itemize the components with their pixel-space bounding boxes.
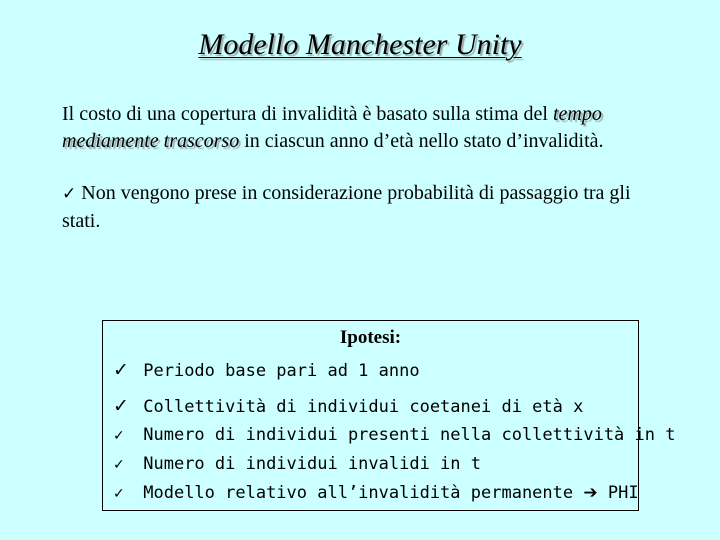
hypothesis-item [113, 483, 639, 503]
slide-title: Modello Manchester Unity [198, 28, 522, 61]
checkmark-icon: ✓ [113, 428, 125, 444]
hypothesis-item [113, 395, 583, 417]
hypothesis-item [113, 454, 481, 474]
intro-text-after: in ciascun anno d’età nello stato d’invalidità. [239, 130, 604, 152]
note-paragraph [62, 180, 672, 235]
note-text: Non vengono prese in considerazione probabilità di passaggio tra gli stati. [62, 182, 631, 232]
hypothesis-text: Numero di individui presenti nella collettività in t [143, 425, 676, 445]
hypothesis-item [113, 359, 420, 381]
hypothesis-text: Collettività di individui coetanei di età x [143, 397, 584, 417]
checkmark-icon: ✓ [62, 184, 77, 204]
intro-text-before: Il costo di una copertura di invalidità è basato sulla stima del [62, 103, 553, 125]
intro-emphasis: tempo mediamente trascorso [62, 103, 602, 152]
checkmark-icon: ✓ [113, 486, 125, 502]
checkmark-icon: ✓ [113, 359, 129, 381]
hypothesis-item [113, 425, 675, 445]
hypothesis-text: Numero di individui invalidi in t [143, 454, 482, 474]
arrow-right-icon: ➔ [583, 483, 598, 503]
intro-paragraph [62, 101, 672, 155]
hypothesis-text: Periodo base pari ad 1 anno [143, 361, 420, 381]
checkmark-icon: ✓ [113, 457, 125, 473]
hypotheses-title: Ipotesi: [339, 327, 402, 348]
hypotheses-box [102, 320, 676, 511]
hypothesis-text: Modello relativo all’invalidità permanente [143, 483, 574, 503]
checkmark-icon: ✓ [113, 395, 129, 417]
hypothesis-suffix: PHI [607, 483, 639, 503]
